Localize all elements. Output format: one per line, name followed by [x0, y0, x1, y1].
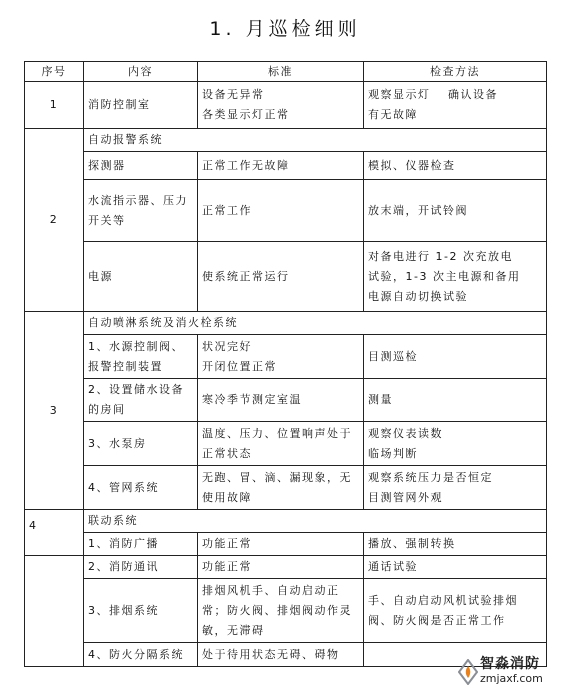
- standard-line: 无跑、冒、滴、漏现象，无: [202, 470, 352, 484]
- row-no: 1: [25, 82, 84, 129]
- standard-line: 温度、压力、位置响声处于: [202, 426, 352, 440]
- row-method: [364, 82, 547, 129]
- table-row: [25, 312, 547, 335]
- standard-line: 状况完好: [202, 339, 252, 353]
- table-row: [25, 180, 547, 242]
- row-standard: 功能正常: [198, 556, 364, 579]
- row-content: [84, 379, 198, 422]
- method-line: 阀、防火阀是否正常工作: [368, 613, 506, 627]
- header-no: 序号: [25, 62, 84, 82]
- row-standard: [198, 335, 364, 379]
- row-method: [364, 242, 547, 312]
- row-content: 4、防火分隔系统: [84, 643, 198, 667]
- content-line: 报警控制装置: [88, 359, 163, 373]
- content-line: 2、设置储水设备: [88, 383, 184, 396]
- row-content: 3、排烟系统: [84, 579, 198, 643]
- table-row: [25, 510, 547, 533]
- table-row: [25, 335, 547, 379]
- row-content: 水流指示器、压力开关等: [84, 180, 198, 242]
- row-standard: 功能正常: [198, 533, 364, 556]
- method-line: 观察系统压力是否恒定: [368, 470, 493, 484]
- row-content: 1、消防广播: [84, 533, 198, 556]
- row-no: 2: [25, 129, 84, 312]
- row-method: 放末端，开试铃阀: [364, 180, 547, 242]
- standard-line: 设备无异常: [202, 88, 265, 101]
- method-line: 试验，1-3 次主电源和备用: [368, 269, 521, 283]
- method-line: 对备电进行 1-2 次充放电: [368, 249, 513, 263]
- row-content: 电源: [84, 242, 198, 312]
- header-method: 检查方法: [364, 62, 547, 82]
- row-standard: [198, 82, 364, 129]
- method-line: 电源自动切换试验: [368, 289, 468, 303]
- standard-line: 使用故障: [202, 490, 252, 504]
- header-standard: 标准: [198, 62, 364, 82]
- row-content: 3、水泵房: [84, 422, 198, 466]
- table-row: [25, 533, 547, 556]
- row-standard: [198, 579, 364, 643]
- row-method: 播放、强制转换: [364, 533, 547, 556]
- table-row: [25, 152, 547, 180]
- row-standard: 正常工作无故障: [198, 152, 364, 180]
- table-row: [25, 379, 547, 422]
- row-no: 3: [25, 312, 84, 510]
- row-standard: 正常工作: [198, 180, 364, 242]
- row-standard: 寒冷季节测定室温: [198, 379, 364, 422]
- standard-line: 敏，无滞碍: [202, 623, 265, 637]
- row-method: 通话试验: [364, 556, 547, 579]
- table-row: [25, 579, 547, 643]
- standard-line: 常；防火阀、排烟阀动作灵: [202, 603, 352, 617]
- table-header-row: [25, 62, 547, 82]
- row-standard: [198, 466, 364, 510]
- method-line: 有无故障: [368, 108, 418, 121]
- row-method: [364, 466, 547, 510]
- standard-line: 各类显示灯正常: [202, 108, 290, 121]
- watermark-logo: [458, 653, 570, 690]
- header-content: 内容: [84, 62, 198, 82]
- inspection-table: [24, 61, 547, 667]
- row-content: 探测器: [84, 152, 198, 180]
- content-line: 1、水源控制阀、: [88, 339, 184, 353]
- row-no: 4: [25, 510, 84, 556]
- method-line: 观察显示灯 确认设备: [368, 88, 498, 101]
- row-method: 模拟、仪器检查: [364, 152, 547, 180]
- row-standard: 处于待用状态无碍、碍物: [198, 643, 364, 667]
- section-title: 自动喷淋系统及消火栓系统: [84, 312, 547, 335]
- row-method: 测量: [364, 379, 547, 422]
- page-title: 1. 月巡检细则: [209, 18, 361, 40]
- flame-logo-icon: [458, 659, 478, 685]
- row-content: 消防控制室: [84, 82, 198, 129]
- row-method: [364, 579, 547, 643]
- section-title: 自动报警系统: [84, 129, 547, 152]
- watermark-url: zmjaxf.com: [480, 672, 543, 685]
- standard-line: 排烟风机手、自动启动正: [202, 583, 340, 597]
- method-line: 临场判断: [368, 446, 418, 460]
- table-row: [25, 466, 547, 510]
- content-line: 的房间: [88, 403, 126, 416]
- standard-line: 开闭位置正常: [202, 359, 277, 373]
- table-row: [25, 82, 547, 129]
- section-title: 联动系统: [84, 510, 547, 533]
- method-line: 手、自动启动风机试验排烟: [368, 593, 518, 607]
- watermark-brand: 智淼消防: [480, 656, 540, 672]
- row-method: [364, 422, 547, 466]
- table-row: [25, 556, 547, 579]
- method-line: 目测管网外观: [368, 490, 443, 504]
- standard-line: 正常状态: [202, 446, 252, 460]
- row-no-empty: [25, 556, 84, 667]
- row-standard: [198, 422, 364, 466]
- row-content: 2、消防通讯: [84, 556, 198, 579]
- table-row: [25, 242, 547, 312]
- row-content: [84, 335, 198, 379]
- row-content: 4、管网系统: [84, 466, 198, 510]
- row-method: 目测巡检: [364, 335, 547, 379]
- method-line: 观察仪表读数: [368, 426, 443, 440]
- table-row: [25, 422, 547, 466]
- row-standard: 使系统正常运行: [198, 242, 364, 312]
- table-row: [25, 129, 547, 152]
